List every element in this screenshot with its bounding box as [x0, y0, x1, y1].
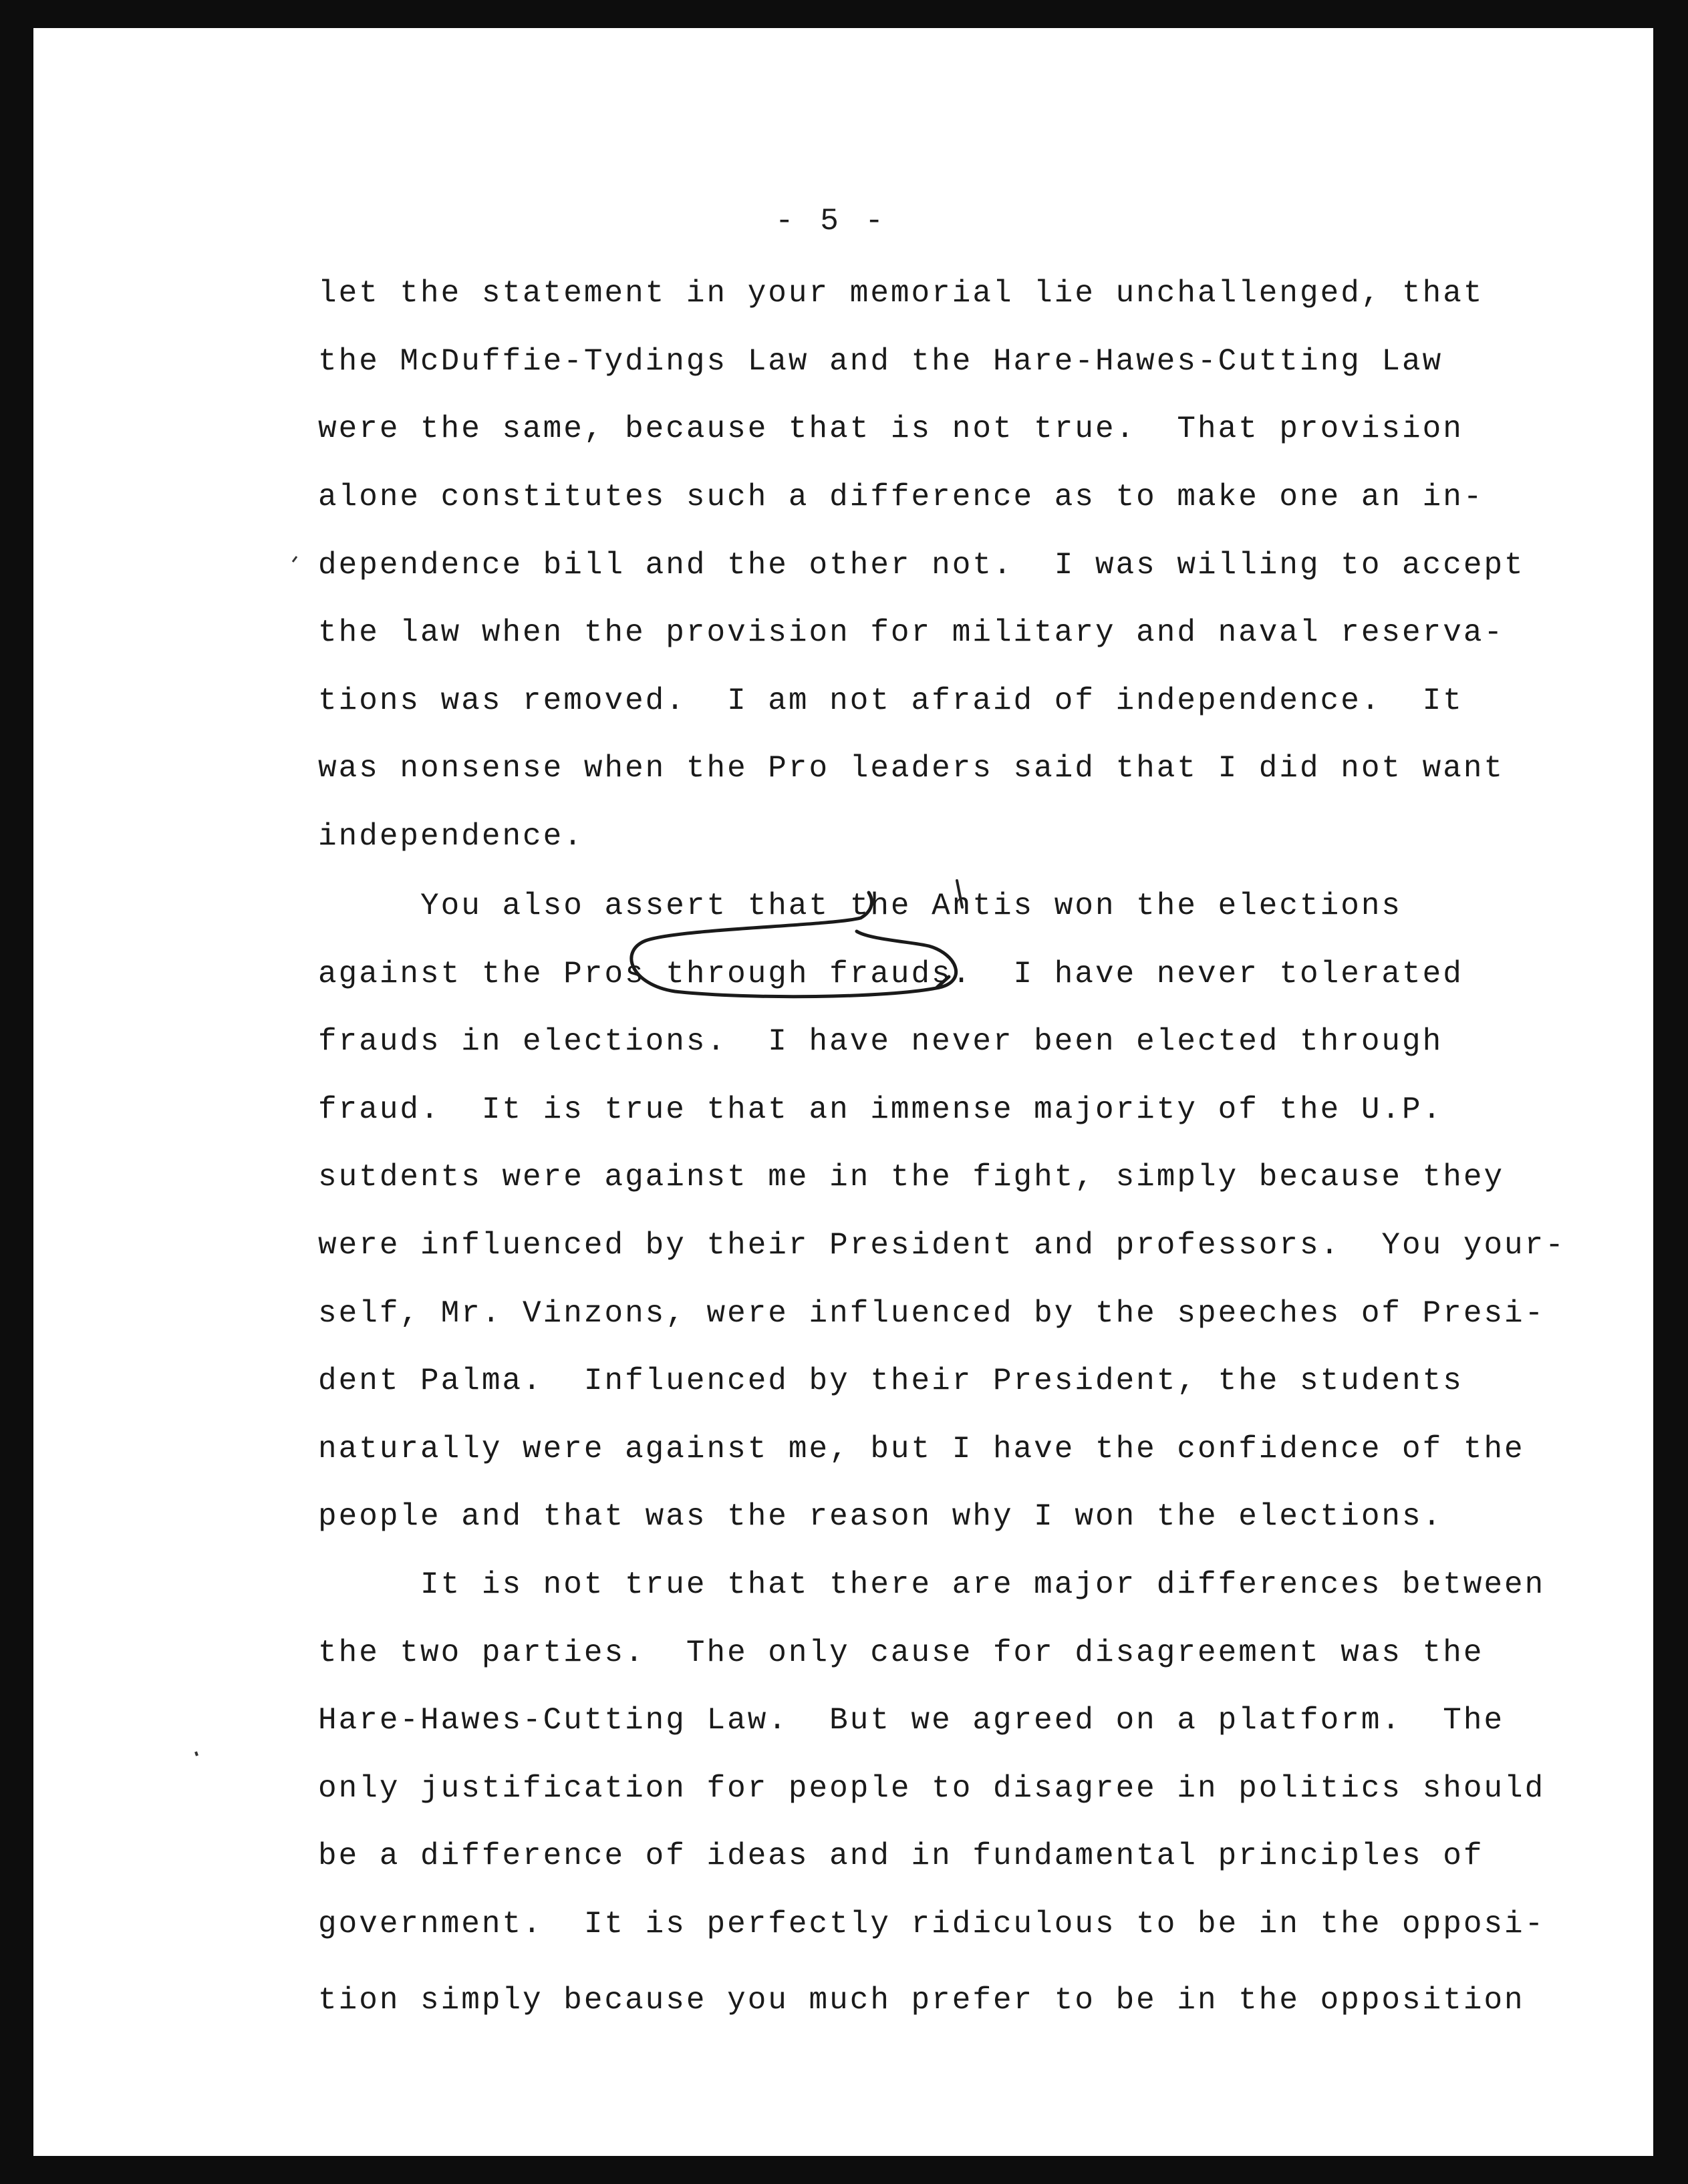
text-line-14: sutdents were against me in the fight, simply because they [318, 1160, 1505, 1195]
text-line-9: independence. [318, 819, 584, 854]
text-line-20: It is not true that there are major differences between [318, 1567, 1546, 1602]
text-line-3: were the same, because that is not true. That provision [318, 412, 1463, 446]
text-line-15: were influenced by their President and professors. You your- [318, 1228, 1566, 1263]
text-line-17: dent Palma. Influenced by their President, the students [318, 1364, 1463, 1398]
insertion-mark [957, 881, 962, 907]
circle-mark [631, 893, 956, 997]
page-number: - 5 - [775, 204, 888, 239]
margin-mark [293, 557, 297, 562]
text-line-11: against the Pros through frauds. I have never tolerated [318, 957, 1463, 991]
text-line-19: people and that was the reason why I won the elections. [318, 1499, 1443, 1534]
text-line-4: alone constitutes such a difference as to make one an in- [318, 480, 1484, 514]
text-line-10: You also assert that the Antis won the elections [318, 889, 1403, 923]
text-line-2: the McDuffie-Tydings Law and the Hare-Hawes-Cutting Law [318, 344, 1443, 379]
text-line-25: government. It is perfectly ridiculous to be in the opposi- [318, 1907, 1546, 1941]
text-line-12: frauds in elections. I have never been elected through [318, 1024, 1443, 1059]
text-line-18: naturally were against me, but I have the confidence of the [318, 1432, 1525, 1466]
margin-mark [196, 1752, 197, 1756]
text-line-21: the two parties. The only cause for disagreement was the [318, 1635, 1484, 1670]
text-line-16: self, Mr. Vinzons, were influenced by the speeches of Presi- [318, 1296, 1546, 1331]
text-line-23: only justification for people to disagree in politics should [318, 1771, 1546, 1806]
text-line-22: Hare-Hawes-Cutting Law. But we agreed on a platform. The [318, 1703, 1505, 1738]
text-line-6: the law when the provision for military and naval reserva- [318, 615, 1505, 650]
text-line-7: tions was removed. I am not afraid of independence. It [318, 683, 1463, 718]
text-line-1: let the statement in your memorial lie unchallenged, that [318, 276, 1484, 311]
text-line-13: fraud. It is true that an immense majority of the U.P. [318, 1092, 1443, 1127]
text-line-24: be a difference of ideas and in fundamental principles of [318, 1839, 1484, 1873]
text-line-5: dependence bill and the other not. I was willing to accept [318, 548, 1525, 583]
text-line-26: tion simply because you much prefer to be in the opposition [318, 1983, 1525, 2018]
text-line-8: was nonsense when the Pro leaders said that I did not want [318, 751, 1505, 786]
